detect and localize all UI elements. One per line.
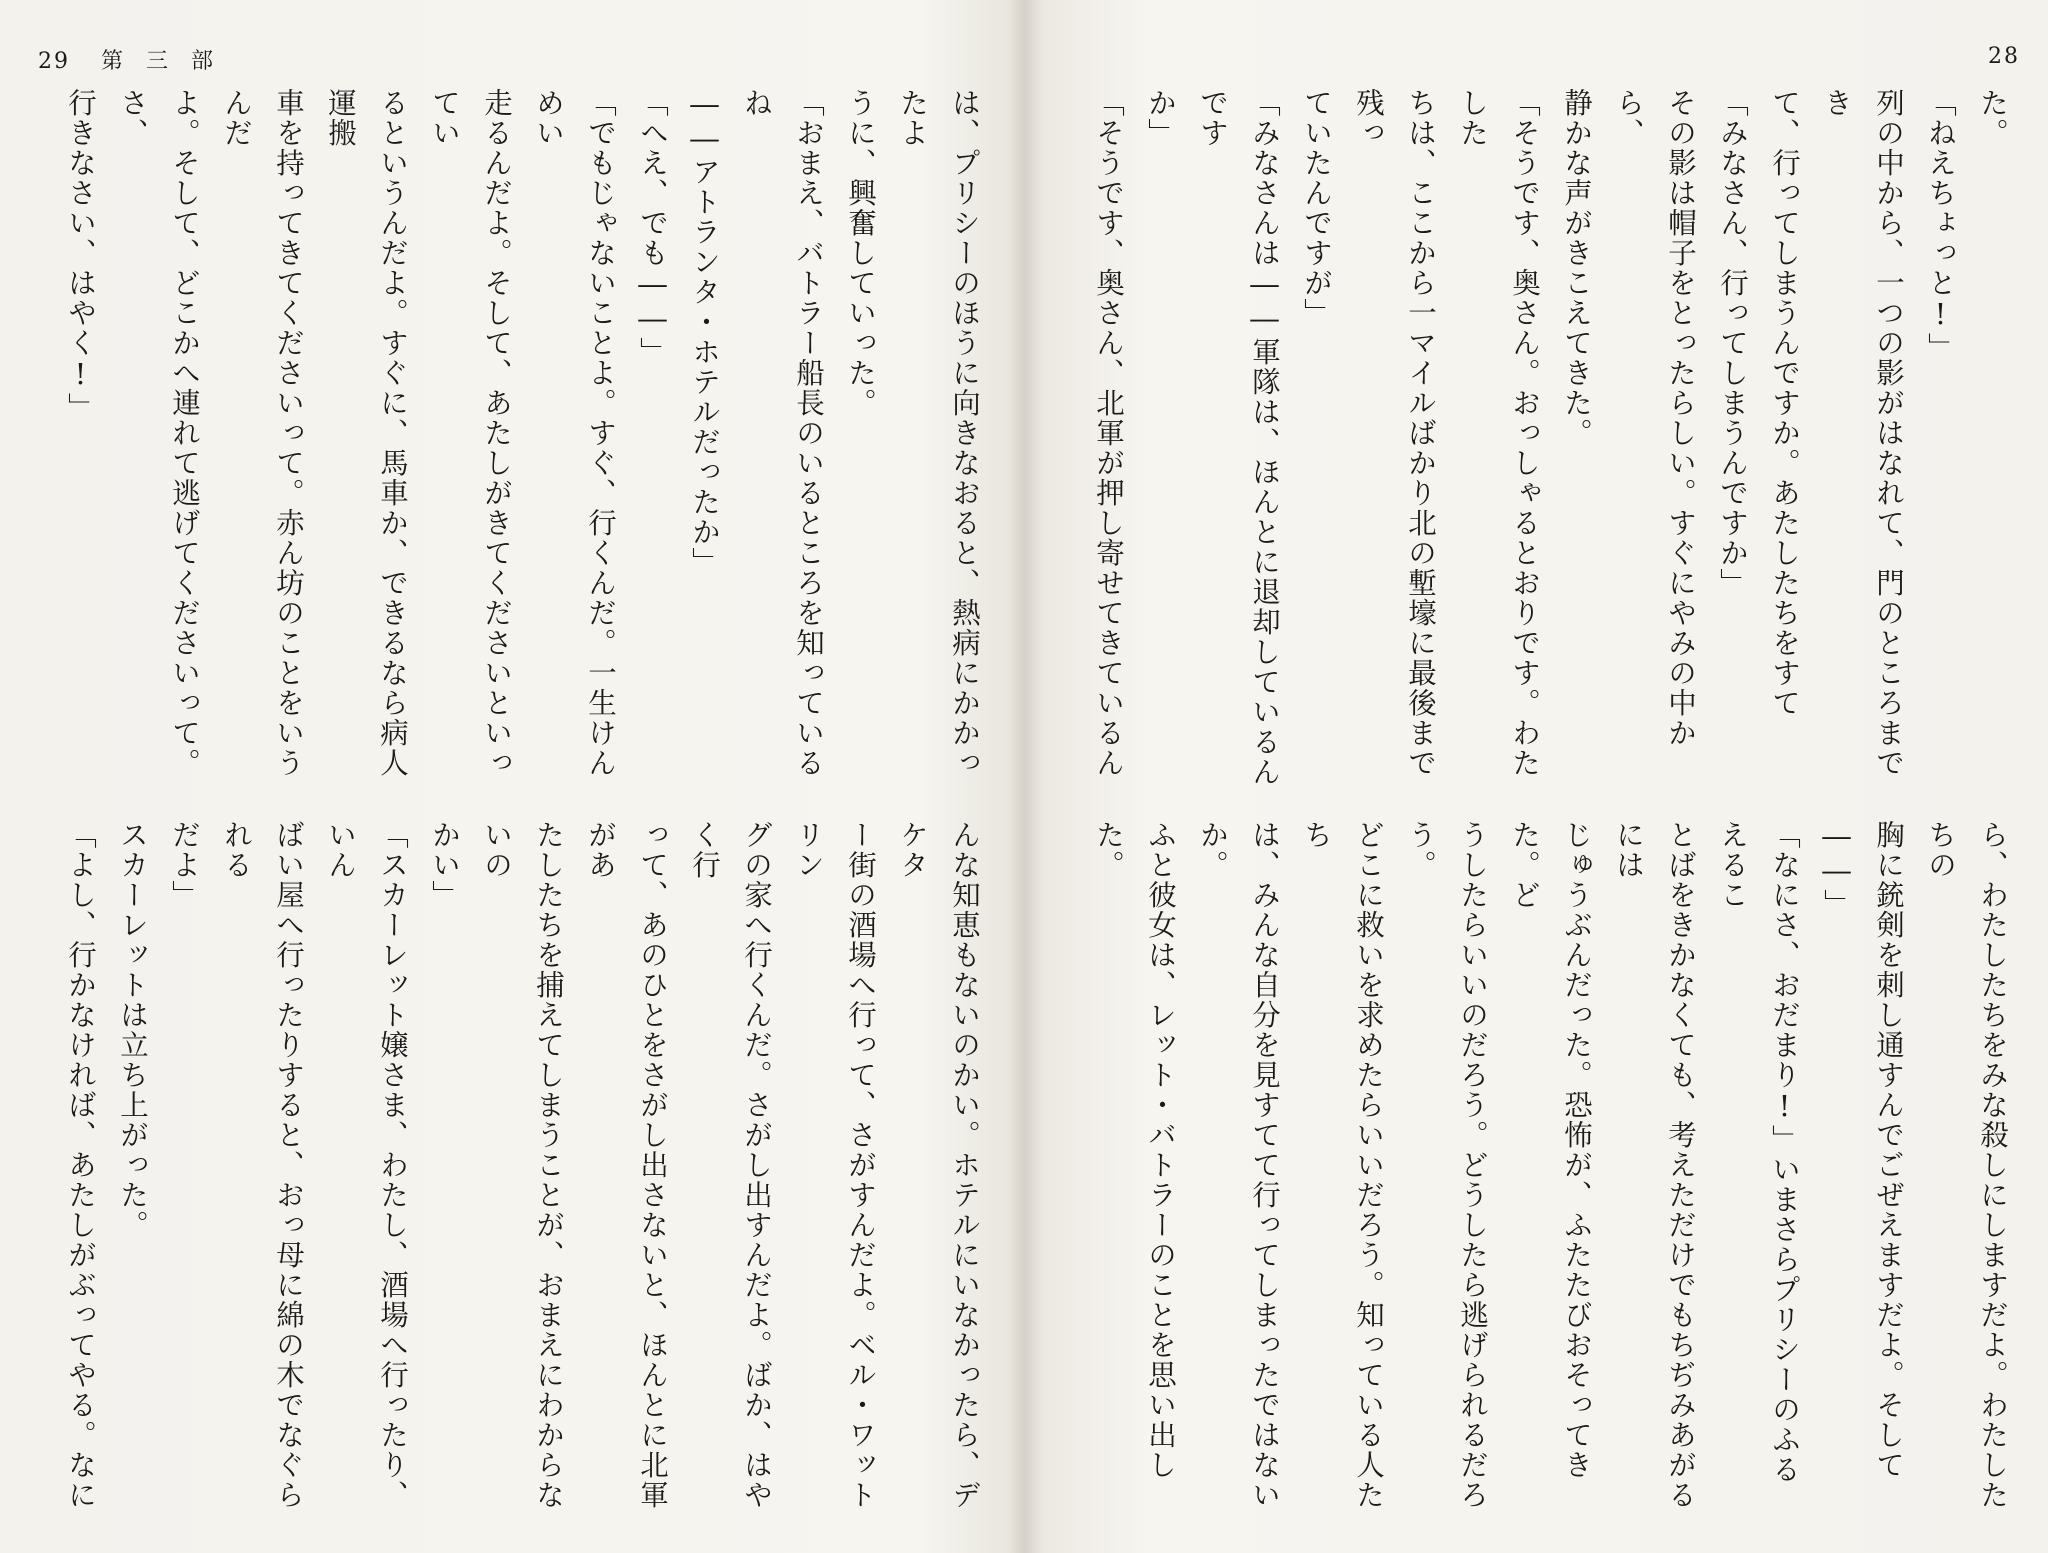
text-line: 行きなさい、はやく!」 — [64, 88, 97, 423]
text-line: ー街の酒場へ行って、さがすんだよ。ベル・ワットリン — [792, 820, 877, 1510]
left-bottom-text-block — [60, 820, 990, 1510]
text-line: よ。そして、どこかへ連れて逃げてくださいって。さ、 — [116, 88, 201, 778]
text-line: うしたらいいのだろう。どうしたら逃げられるだろう。 — [1404, 820, 1489, 1510]
text-line: その影は帽子をとったらしい。すぐにやみの中から、 — [1612, 88, 1697, 748]
right-bottom-text-block — [1088, 820, 2018, 1510]
text-line: 「みなさん、行ってしまうんですか」 — [1716, 88, 1749, 598]
text-line: て、行ってしまうんですか。あたしたちをすて — [1768, 88, 1801, 718]
text-line: ら、わたしたちをみな殺しにしますだよ。わたしたちの — [1924, 820, 2009, 1510]
text-line: かい」 — [428, 820, 461, 910]
text-line: は、みんな自分を見すてて行ってしまったではないか。 — [1196, 820, 1281, 1510]
text-line: は、プリシーのほうに向きなおると、熱病にかかったよ — [896, 88, 981, 778]
text-line: ばい屋へ行ったりすると、おっ母に綿の木でなぐられる — [220, 820, 305, 1510]
text-line: た。 — [1976, 88, 2009, 148]
text-line: 「おまえ、バトラー船長のいるところを知っているね — [740, 88, 825, 778]
running-header: 第 三 部 — [101, 49, 221, 74]
left-page-number: 29 — [38, 49, 70, 74]
text-line: だよ」 — [168, 820, 201, 910]
text-line: スカーレットは立ち上がった。 — [116, 820, 149, 1240]
text-line: 「みなさんは――軍隊は、ほんとに退却しているんです — [1196, 88, 1281, 787]
text-line: 「へえ、でも――」 — [636, 88, 669, 367]
left-top-text-block — [60, 88, 990, 788]
text-line: 「スカーレット嬢さま、わたし、酒場へ行ったり、いん — [324, 820, 409, 1510]
text-line: とばをきかなくても、考えただけでもちぢみあがるには — [1612, 820, 1697, 1510]
text-line: じゅうぶんだった。恐怖が、ふたたびおそってきた。ど — [1508, 820, 1593, 1480]
text-line: 「でもじゃないことよ。すぐ、行くんだ。一生けんめい — [532, 88, 617, 778]
text-line: うに、興奮していった。 — [844, 88, 877, 418]
right-page — [1038, 0, 2048, 1553]
text-line: どこに救いを求めたらいいだろう。知っている人たち — [1300, 820, 1385, 1510]
left-page-header — [38, 44, 221, 75]
right-page-number: 28 — [1988, 44, 2020, 69]
text-line: か」 — [1144, 88, 1177, 148]
right-top-text-block — [1088, 88, 2018, 788]
left-page — [0, 0, 1010, 1553]
text-line: 「よし、行かなければ、あたしがぶってやる。なに — [64, 820, 97, 1510]
text-line: 「なにさ、おだまり!」いまさらプリシーのふるえるこ — [1716, 820, 1801, 1485]
right-page-header — [1988, 44, 2020, 69]
text-line: 走るんだよ。そして、あたしがきてくださいといってい — [428, 88, 513, 778]
text-line: るというんだよ。すぐに、馬車か、できるなら病人運搬 — [324, 88, 409, 778]
text-line: 列の中から、一つの影がはなれて、門のところまでき — [1820, 88, 1905, 778]
text-line: んな知恵もないのかい。ホテルにいなかったら、デケタ — [896, 820, 981, 1510]
text-line: って、あのひとをさがし出さないと、ほんとに北軍があ — [584, 820, 669, 1510]
text-line: ふと彼女は、レット・バトラーのことを思い出した。 — [1092, 820, 1177, 1480]
text-line: 「そうです、奥さん。おっしゃるとおりです。わたした — [1456, 88, 1541, 778]
text-line: グの家へ行くんだ。さがし出すんだよ。ばか、はやく行 — [688, 820, 773, 1510]
text-line: ていたんですが」 — [1300, 88, 1333, 328]
text-line: 胸に銃剣を刺し通すんでごぜえますだよ。そして――」 — [1820, 820, 1905, 1480]
text-line: ――アトランタ・ホテルだったか」 — [688, 88, 721, 577]
text-line: 静かな声がきこえてきた。 — [1560, 88, 1593, 448]
text-line: 車を持ってきてくださいって。赤ん坊のことをいうんだ — [220, 88, 305, 778]
text-line: ちは、ここから一マイルばかり北の塹壕に最後まで残っ — [1352, 88, 1437, 778]
text-line: たしたちを捕えてしまうことが、おまえにわからないの — [480, 820, 565, 1510]
text-line: 「そうです、奥さん、北軍が押し寄せてきているん — [1092, 88, 1125, 778]
text-line: 「ねえちょっと!」 — [1924, 88, 1957, 363]
